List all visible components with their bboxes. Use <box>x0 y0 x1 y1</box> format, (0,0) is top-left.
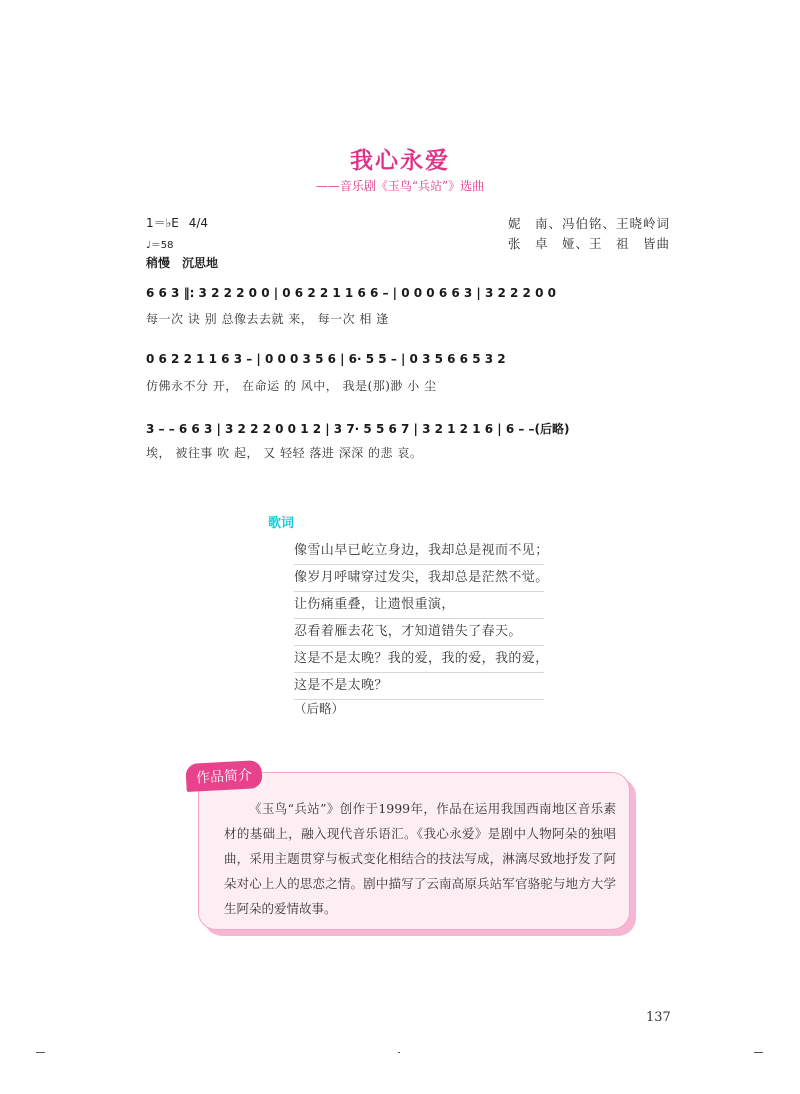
key-label: 1＝♭E <box>146 216 179 230</box>
composer-credit: 张 卓 娅、王 祖 皆曲 <box>507 236 670 251</box>
lyrics-line: 这是不是太晚？我的爱，我的爱，我的爱， <box>294 646 544 673</box>
song-subtitle: ——音乐剧《玉鸟“兵站”》选曲 <box>315 179 485 193</box>
score-lyrics-1: 每一次 诀 别 总像去去就 来， 每一次 相 逢 <box>146 312 389 326</box>
score-lyrics-3: 埃， 被往事 吹 起， 又 轻轻 落进 深深 的悲 哀。 <box>146 446 423 460</box>
lyrics-omitted-note: （后略） <box>294 701 345 716</box>
crop-mark-center <box>398 1052 400 1053</box>
lyrics-list <box>294 538 549 700</box>
page-number: 137 <box>646 1010 671 1025</box>
song-title: 我心永爱 <box>350 148 450 174</box>
intro-tag: 作品简介 <box>185 760 262 792</box>
score-lyrics-2: 仿佛永不分 开， 在命运 的 风中， 我是(那)渺 小 尘 <box>146 379 437 393</box>
tempo-mark: ♩＝58 <box>146 240 174 251</box>
lyrics-line: 这是不是太晚？ <box>294 673 544 700</box>
lyricist-credit: 妮 南、冯伯铭、王晓岭词 <box>507 216 670 231</box>
lyrics-line: 像岁月呼啸穿过发尖，我却总是茫然不觉。 <box>294 565 544 592</box>
score-line-2: 0 6 2 2 1 1 6 3 – | 0 0 0 3 5 6 | 6· 5 5 – | 0 3 5 6 6 5 3 2 <box>146 352 506 366</box>
time-signature: 4/4 <box>188 216 209 230</box>
crop-mark-left <box>36 1052 45 1053</box>
score-line-1: 6 6 3 ‖: 3 2 2 2 0 0 | 0 6 2 2 1 1 6 6 – | 0 0 0 6 6 3 | 3 2 2 2 0 0 <box>146 286 556 300</box>
expression-mark: 稍慢 沉思地 <box>146 256 219 270</box>
intro-text: 《玉鸟“兵站”》创作于1999年，作品在运用我国西南地区音乐素材的基础上，融入现代音乐语汇。《我心永爱》是剧中人物阿朵的独唱曲，采用主题贯穿与板式变化相结合的技法写成，淋漓尽致地抒发了阿朵对心上人的思恋之情。剧中描写了云南高原兵站军官骆驼与地方大学生阿朵的爱情故事。 <box>224 801 616 916</box>
lyrics-line: 忍看着雁去花飞，才知道错失了春天。 <box>294 619 544 646</box>
lyrics-heading: 歌词 <box>268 516 295 531</box>
crop-mark-right <box>754 1052 763 1053</box>
lyrics-line: 让伤痛重叠，让遗恨重演， <box>294 592 544 619</box>
score-line-3: 3 – – 6 6 3 | 3 2 2 2 0 0 1 2 | 3 7· 5 5 6 7 | 3 2 1 2 1 6 | 6 – –(后略) <box>146 422 570 436</box>
key-signature <box>146 214 208 231</box>
lyrics-line: 像雪山早已屹立身边，我却总是视而不见； <box>294 538 544 565</box>
